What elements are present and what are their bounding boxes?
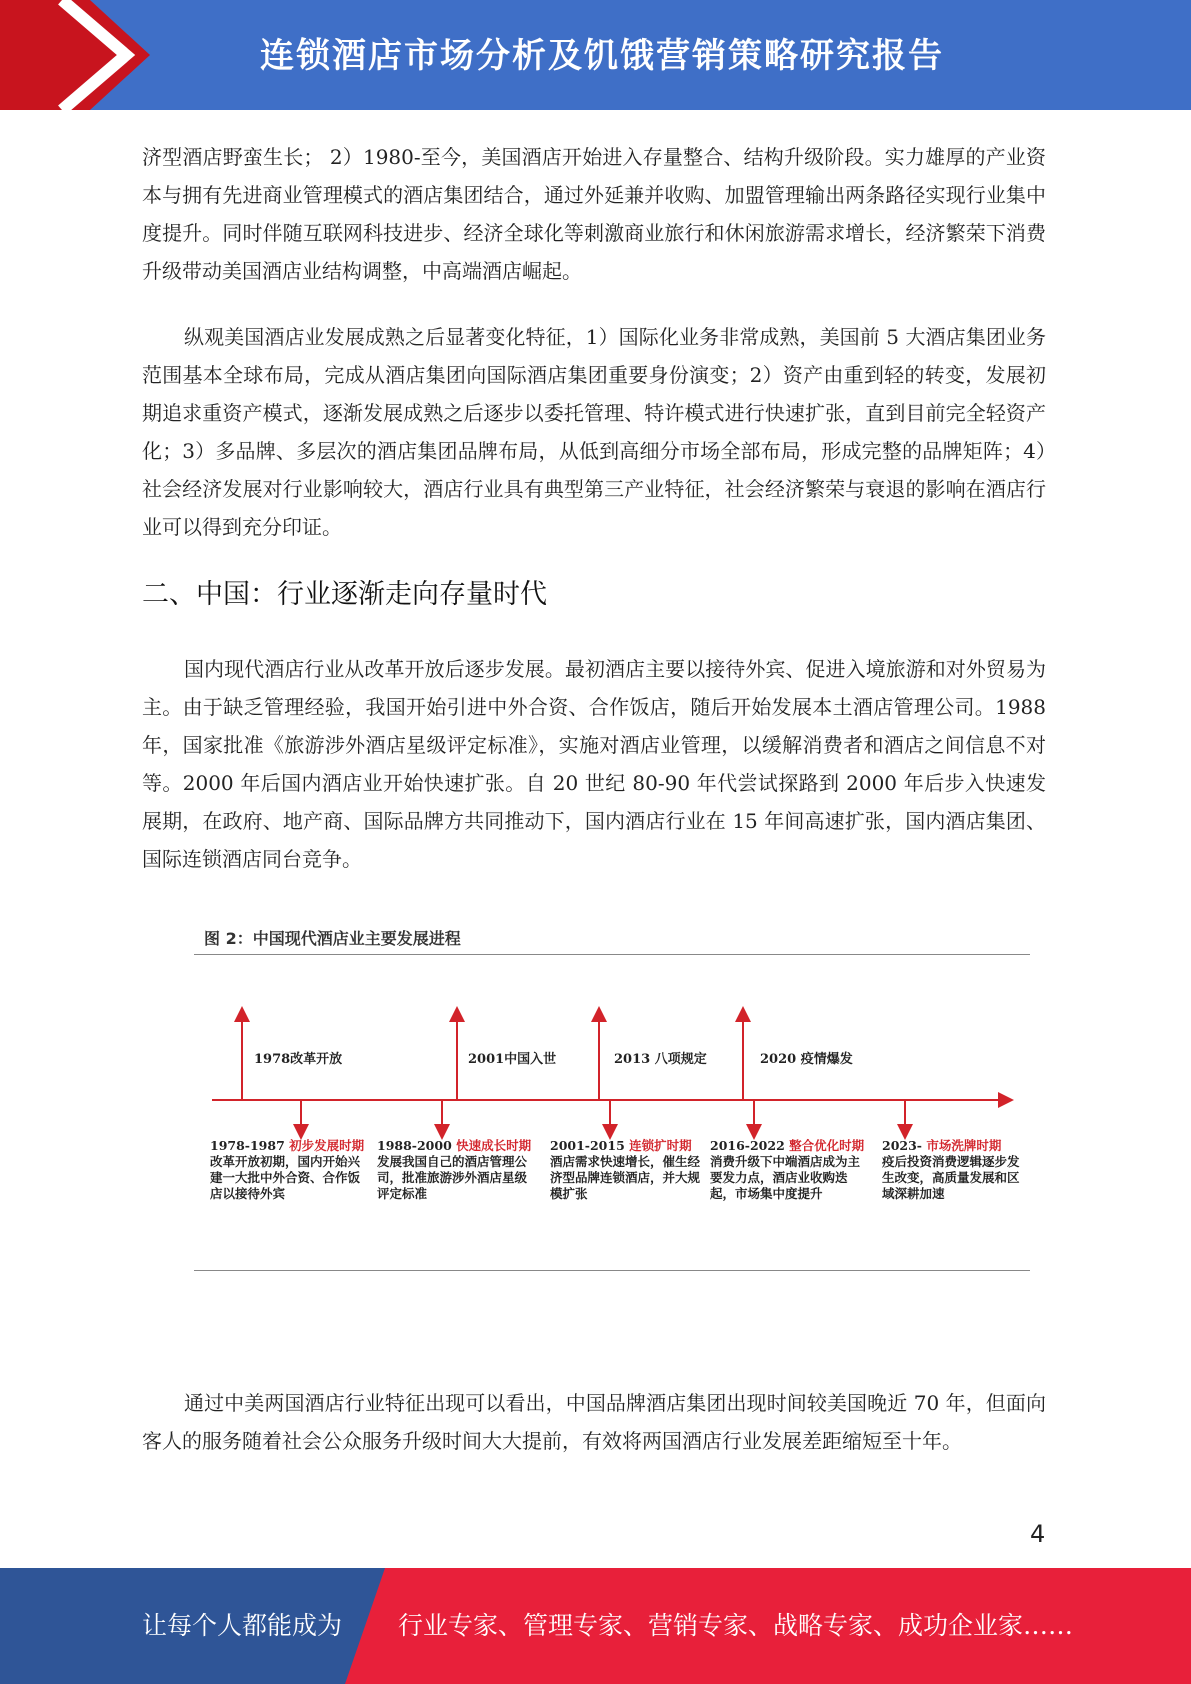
- figure-caption: 图 2：中国现代酒店业主要发展进程: [204, 929, 461, 948]
- footer-slogan-right: 行业专家、管理专家、营销专家、战略专家、成功企业家……: [398, 1611, 1074, 1640]
- period-years: 2023-: [882, 1138, 922, 1153]
- milestone-label: 1978改革开放: [254, 1052, 343, 1067]
- period-years: 2016-2022: [710, 1138, 785, 1153]
- milestone-label: 2001中国入世: [468, 1052, 557, 1067]
- period-block: [377, 1138, 537, 1202]
- period-description: 酒店需求快速增长，催生经济型品牌连锁酒店，并大规模扩张: [550, 1154, 701, 1201]
- period-name: 连锁扩时期: [629, 1138, 692, 1153]
- section-heading: 二、中国：行业逐渐走向存量时代: [142, 579, 547, 610]
- milestone-label: 2020 疫情爆发: [760, 1052, 853, 1067]
- period-name: 初步发展时期: [289, 1138, 365, 1153]
- timeline-graphic: [194, 918, 1030, 1273]
- period-block: [550, 1138, 710, 1202]
- period-description: 消费升级下中端酒店成为主要发力点，酒店业收购迭起，市场集中度提升: [710, 1154, 861, 1201]
- paragraph-us-features: 纵观美国酒店业发展成熟之后显著变化特征，1）国际化业务非常成熟，美国前 5 大酒店集团业务范围基本全球布局，完成从酒店集团向国际酒店集团重要身份演变；2）资产由重到轻的转变，发展初期追求重资产模式，逐渐发展成熟之后逐步以委托管理、特许模式进行快速扩张，直到目前完全轻资产化；3）多品牌、多层次的酒店集团品牌布局，从低到高细分市场全部布局，形成完整的品牌矩阵；4）社会经济发展对行业影响较大，酒店行业具有典型第三产业特征，社会经济繁荣与衰退的影响在酒店行业可以得到充分印证。: [142, 325, 1046, 539]
- period-years: 2001-2015: [550, 1138, 625, 1153]
- page-number: 4: [1030, 1520, 1046, 1548]
- period-block: [882, 1138, 1022, 1202]
- footer-slogan-left: 让每个人都能成为: [142, 1611, 343, 1640]
- period-years: 1978-1987: [210, 1138, 285, 1153]
- paragraph-us-stage: 济型酒店野蛮生长； 2）1980-至今，美国酒店开始进入存量整合、结构升级阶段。实力雄厚的产业资本与拥有先进商业管理模式的酒店集团结合，通过外延兼并收购、加盟管理输出两条路径实现行业集中度提升。同时伴随互联网科技进步、经济全球化等刺激商业旅行和休闲旅游需求增长，经济繁荣下消费升级带动美国酒店业结构调整，中高端酒店崛起。: [142, 145, 1046, 283]
- page-footer: [0, 1568, 1191, 1684]
- period-name: 市场洗牌时期: [926, 1138, 1002, 1153]
- period-description: 改革开放初期，国内开始兴建一大批中外合资、合作饭店以接待外宾: [210, 1154, 361, 1201]
- period-block: [210, 1138, 370, 1202]
- period-description: 发展我国自己的酒店管理公司，批准旅游涉外酒店星级评定标准: [377, 1154, 528, 1201]
- paragraph-china-history: 国内现代酒店行业从改革开放后逐步发展。最初酒店主要以接待外宾、促进入境旅游和对外贸易为主。由于缺乏管理经验，我国开始引进中外合资、合作饭店，随后开始发展本土酒店管理公司。1988 年，国家批准《旅游涉外酒店星级评定标准》，实施对酒店业管理，以缓解消费者和酒店之间信息不对等。2000 年后国内酒店业开始快速扩张。自 20 世纪 80-90 年代尝试探路到 2000 年后步入快速发展期，在政府、地产商、国际品牌方共同推动下，国内酒店行业在 15 年间高速扩张，国内酒店集团、国际连锁酒店同台竞争。: [142, 657, 1046, 871]
- timeline-figure: [194, 918, 1030, 1273]
- period-name: 快速成长时期: [456, 1138, 532, 1153]
- figure-bottom-rule: [194, 1270, 1030, 1271]
- period-years: 1988-2000: [377, 1138, 452, 1153]
- milestone-label: 2013 八项规定: [614, 1052, 707, 1067]
- report-title: 连锁酒店市场分析及饥饿营销策略研究报告: [260, 36, 944, 76]
- period-block: [710, 1138, 870, 1202]
- page-header: [0, 0, 1191, 110]
- paragraph-comparison: 通过中美两国酒店行业特征出现可以看出，中国品牌酒店集团出现时间较美国晚近 70 年，但面向客人的服务随着社会公众服务升级时间大大提前，有效将两国酒店行业发展差距缩短至十年。: [142, 1391, 1046, 1453]
- period-name: 整合优化时期: [789, 1138, 865, 1153]
- period-description: 疫后投资消费逻辑逐步发生改变，高质量发展和区域深耕加速: [882, 1154, 1020, 1201]
